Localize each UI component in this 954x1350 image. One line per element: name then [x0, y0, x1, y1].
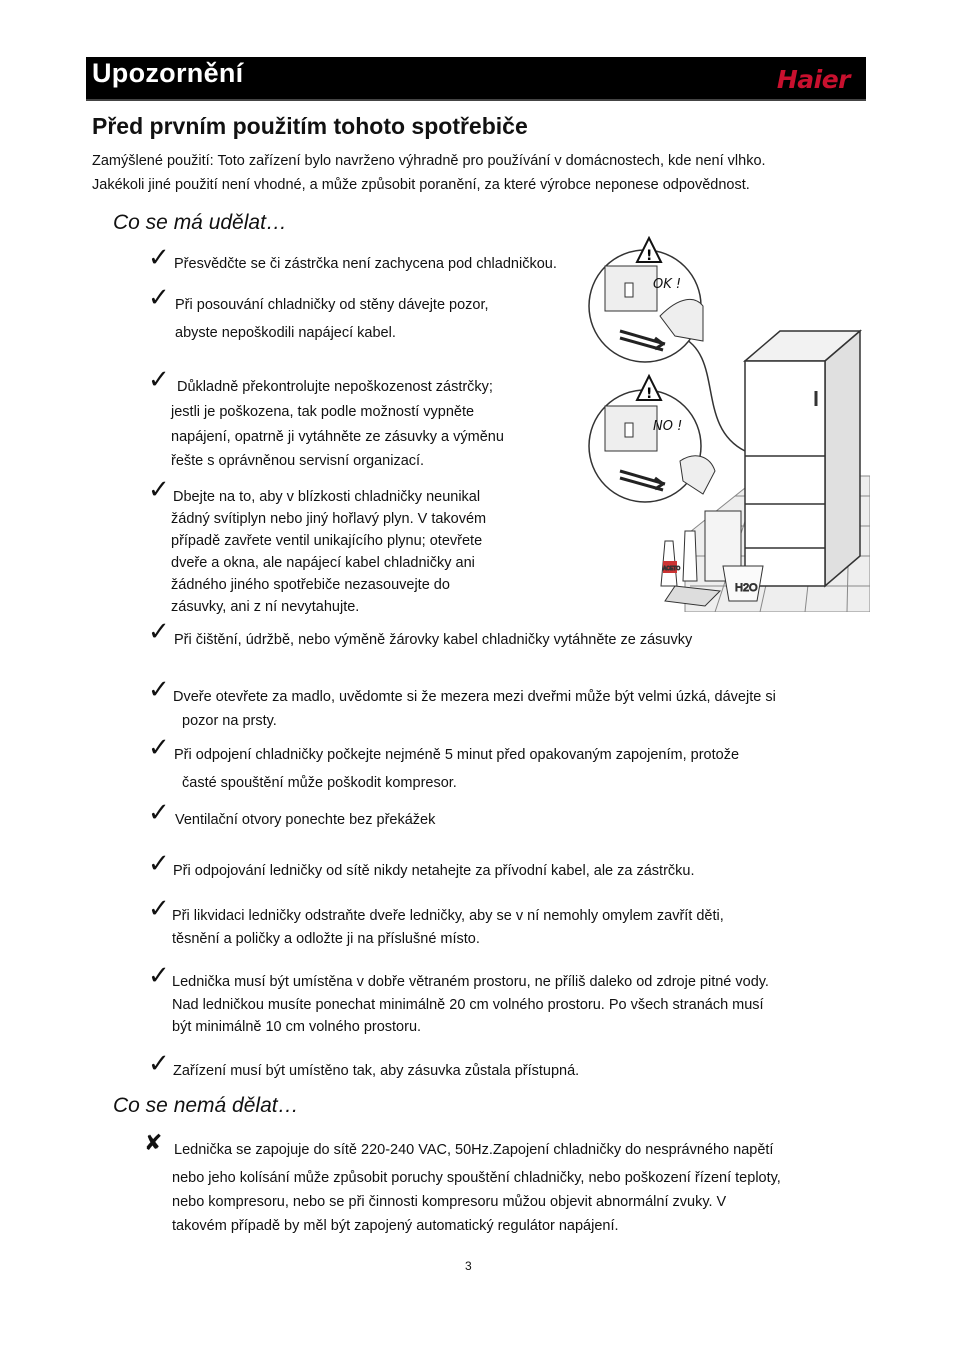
do-item-4-line-5: žádného jiného spotřebiče nezasouvejte do: [171, 577, 450, 593]
do-item-4-line-6: zásuvky, ani z ní nevytahujte.: [171, 599, 360, 615]
check-icon: ✓: [148, 893, 170, 923]
do-item-4-line-3: případě zavřete ventil unikajícího plynu; otevřete: [171, 533, 483, 549]
cross-icon: ✘: [144, 1130, 163, 1155]
intro-line-1: Zamýšlené použití: Toto zařízení bylo navrženo výhradně pro používání v domácnostech, kde není vlhko.: [92, 153, 766, 169]
check-icon: ✓: [148, 732, 170, 762]
check-icon: ✓: [148, 674, 170, 704]
dont-item-1-line-2: nebo jeho kolísání může způsobit poruchy spouštění chladničky, nebo poškození řízení teploty,: [172, 1170, 781, 1186]
check-icon: ✓: [148, 282, 170, 312]
do-heading: Co se má udělat…: [113, 211, 287, 234]
check-icon: ✓: [148, 616, 170, 646]
do-item-1: Přesvědčte se či zástrčka není zachycena pod chladničkou.: [174, 256, 557, 272]
ok-circle-icon: [589, 250, 703, 362]
haier-logo: Haier: [776, 65, 850, 94]
warning-icon: [637, 376, 661, 402]
do-item-4-line-4: dveře a okna, ale napájecí kabel chladničky ani: [171, 555, 475, 571]
refrigerator-icon: [745, 331, 860, 586]
check-icon: ✓: [148, 364, 170, 394]
do-item-7-line-2: časté spouštění může poškodit kompresor.: [182, 775, 457, 791]
do-item-4-line-2: žádný svítiplyn nebo jiný hořlavý plyn. V takovém: [171, 511, 487, 527]
svg-text:NO !: NO !: [653, 419, 683, 434]
check-icon: ✓: [148, 960, 170, 990]
do-item-10-line-2: těsnění a poličky a odložte ji na příslušné místo.: [172, 931, 480, 947]
dont-item-1-line-4: takovém případě by měl být zapojený automatický regulátor napájení.: [172, 1218, 619, 1234]
page-number: 3: [465, 1259, 472, 1273]
header-bar: [86, 57, 866, 101]
check-icon: ✓: [148, 474, 170, 504]
do-item-4-line-1: Dbejte na to, aby v blízkosti chladničky neunikal: [173, 489, 481, 505]
svg-text:!: !: [646, 248, 653, 264]
svg-text:ACETO: ACETO: [663, 566, 681, 572]
do-item-8: Ventilační otvory ponechte bez překážek: [175, 812, 436, 828]
do-item-7-line-1: Při odpojení chladničky počkejte nejméně 5 minut před opakovaným zapojením, protože: [174, 747, 740, 763]
svg-text:OK !: OK !: [653, 277, 682, 292]
do-item-3-line-4: řešte s oprávněnou servisní organizací.: [171, 453, 425, 469]
do-item-9: Při odpojování ledničky od sítě nikdy netahejte za přívodní kabel, ale za zástrčku.: [173, 863, 695, 879]
do-item-6-line-1: Dveře otevřete za madlo, uvědomte si že mezera mezi dveřmi může být velmi úzká, dávejte si: [173, 689, 776, 705]
check-icon: ✓: [148, 797, 170, 827]
do-item-3-line-2: jestli je poškozena, tak podle možností vypněte: [171, 404, 475, 420]
no-circle-icon: [589, 390, 715, 502]
do-item-11-line-2: Nad ledničkou musíte ponechat minimálně 20 cm volného prostoru. Po všech stranách musí: [172, 997, 764, 1013]
do-item-5: Při čištění, údržbě, nebo výměně žárovky kabel chladničky vytáhněte ze zásuvky: [174, 632, 693, 648]
plug-safety-illustration: [585, 236, 870, 612]
dont-heading: Co se nemá dělat…: [113, 1094, 299, 1117]
svg-text:!: !: [646, 386, 653, 402]
dont-item-1-line-3: nebo kompresoru, nebo se při činnosti kompresoru můžou objevit abnormální zvuky. V: [172, 1194, 727, 1210]
do-item-2-line-2: abyste nepoškodili napájecí kabel.: [175, 325, 396, 341]
do-item-6-line-2: pozor na prsty.: [182, 713, 277, 729]
do-item-2-line-1: Při posouvání chladničky od stěny dávejte pozor,: [175, 297, 489, 313]
section-title: Před prvním použitím tohoto spotřebiče: [92, 113, 528, 139]
svg-text:H2O: H2O: [735, 582, 758, 594]
check-icon: ✓: [148, 848, 170, 878]
do-item-3-line-3: napájení, opatrně ji vytáhněte ze zásuvky a výměnu: [171, 429, 504, 445]
do-item-3-line-1: Důkladně překontrolujte nepoškozenost zástrčky;: [177, 379, 493, 395]
do-item-12: Zařízení musí být umístěno tak, aby zásuvka zůstala přístupná.: [173, 1063, 580, 1079]
check-icon: ✓: [148, 242, 170, 272]
page-title: Upozornění: [92, 58, 244, 88]
dont-item-1-line-1: Lednička se zapojuje do sítě 220-240 VAC, 50Hz.Zapojení chladničky do nesprávného napětí: [174, 1142, 774, 1158]
do-item-11-line-1: Lednička musí být umístěna v dobře větraném prostoru, ne příliš daleko od zdroje pitné vody.: [172, 974, 769, 990]
check-icon: ✓: [148, 1048, 170, 1078]
do-item-11-line-3: být minimálně 10 cm volného prostoru.: [172, 1019, 422, 1035]
intro-line-2: Jakékoli jiné použití není vhodné, a může způsobit poranění, za které výrobce neponese odpovědnost.: [92, 177, 750, 193]
do-item-10-line-1: Při likvidaci ledničky odstraňte dveře ledničky, aby se v ní nemohly omylem zavřít děti,: [172, 908, 724, 924]
